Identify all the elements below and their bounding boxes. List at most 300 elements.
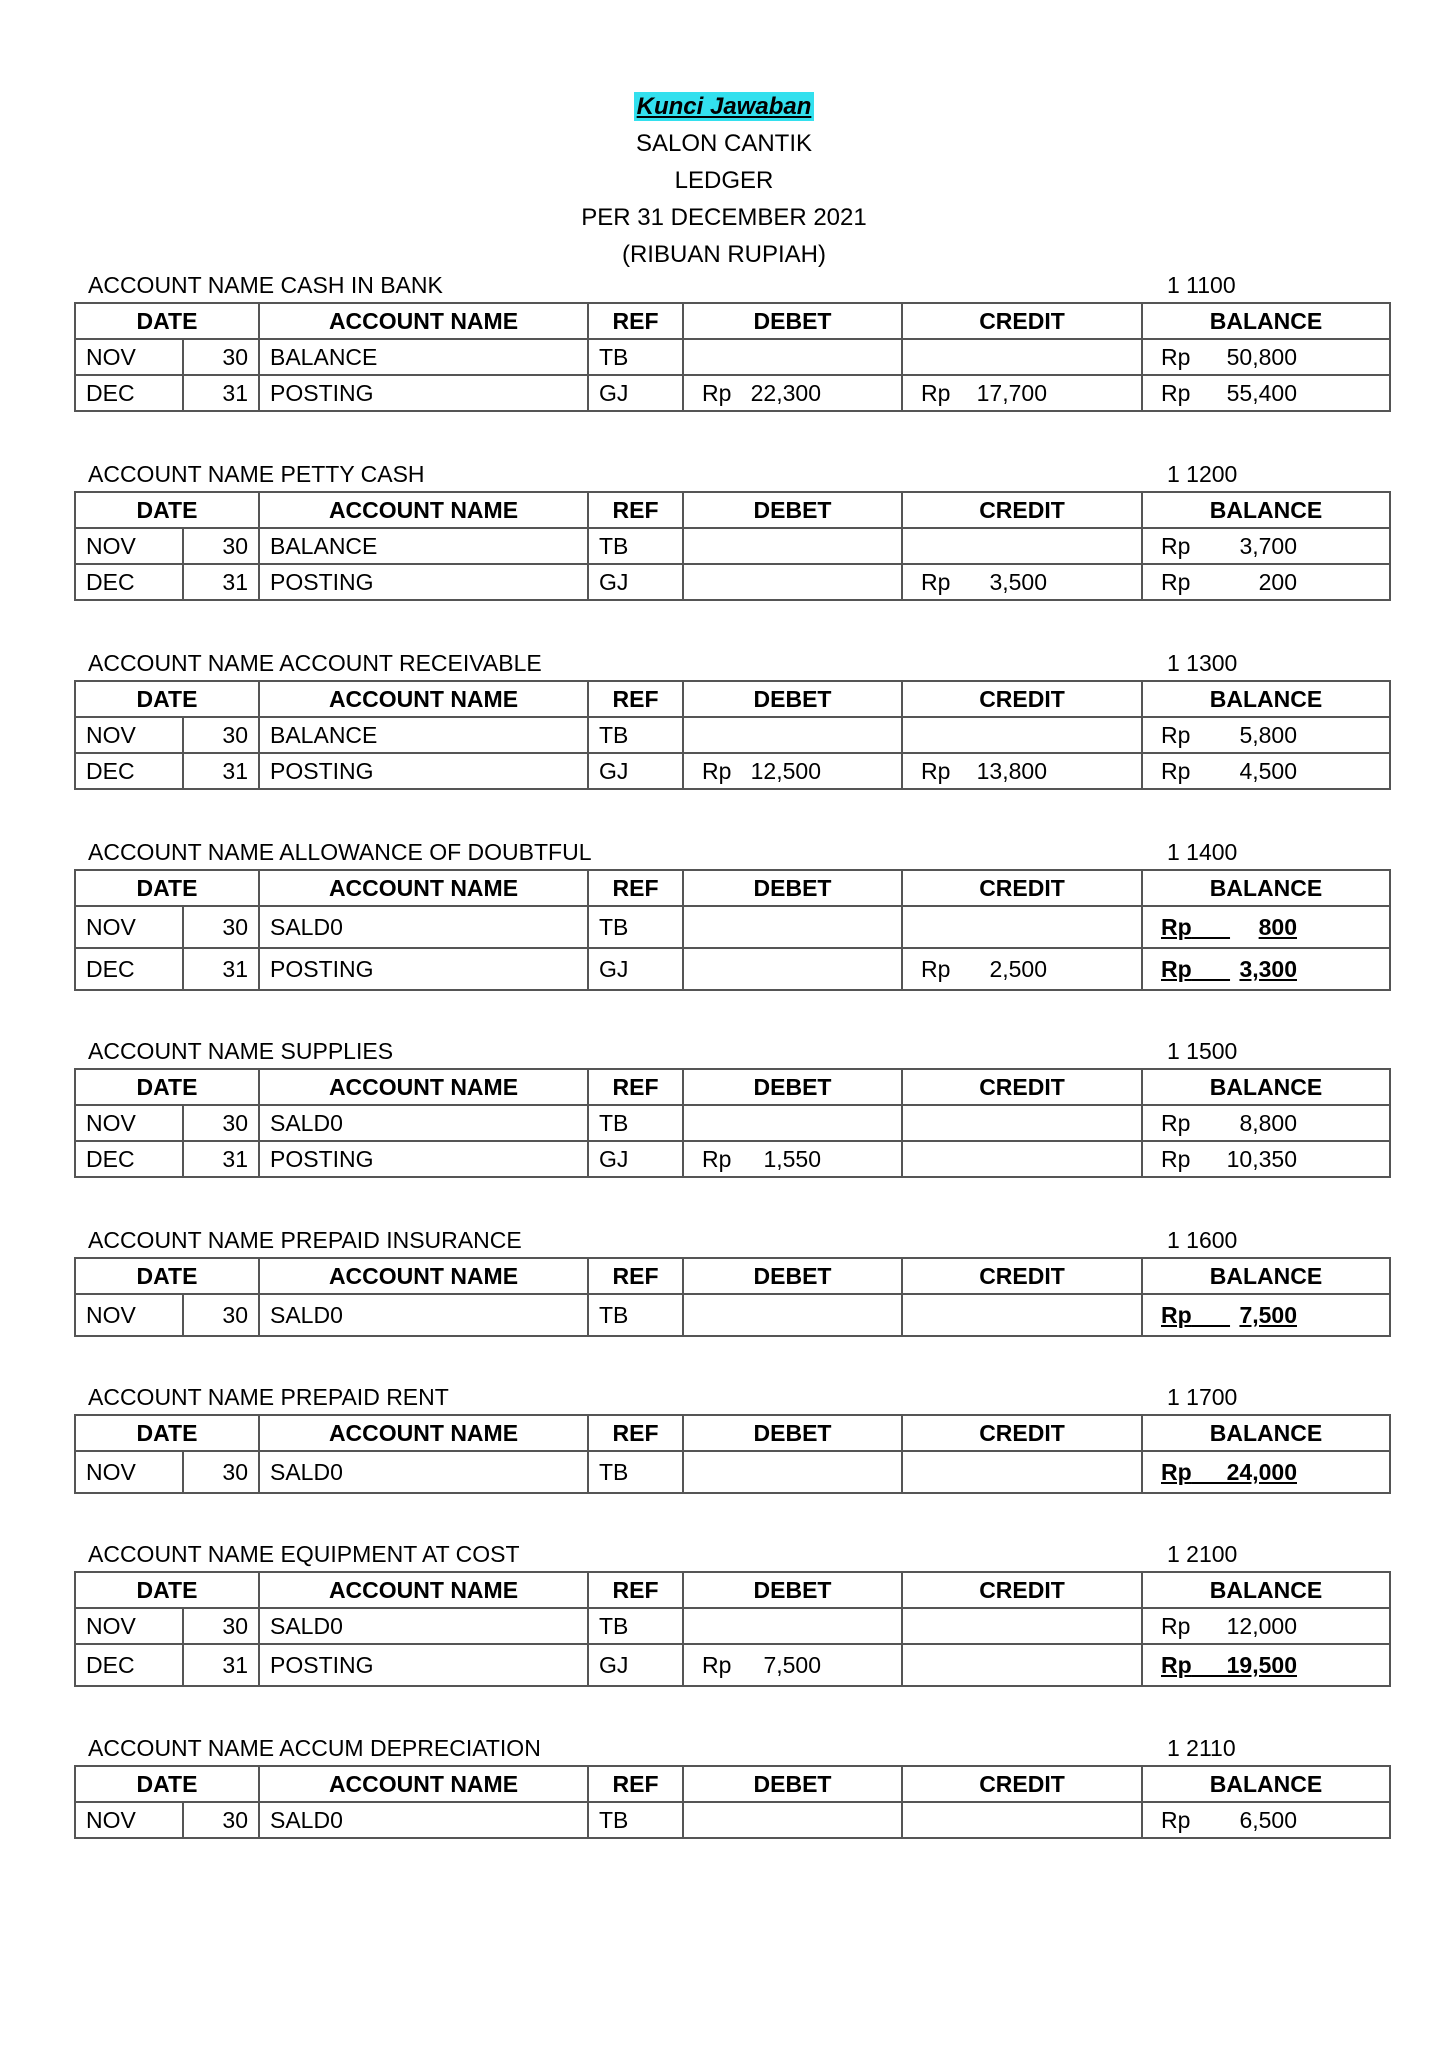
table-row (75, 1608, 1390, 1644)
entry-description: BALANCE (259, 717, 588, 753)
column-ref: REF (588, 1415, 683, 1451)
debet-cell (683, 1644, 902, 1686)
balance-value: 3,300 (1239, 956, 1297, 982)
balance-amount (1153, 1452, 1379, 1492)
column-balance: BALANCE (1142, 1766, 1390, 1802)
date-month: DEC (75, 753, 183, 789)
column-credit: CREDIT (902, 870, 1142, 906)
column-debet: DEBET (683, 681, 902, 717)
table-header-row (75, 1572, 1390, 1608)
balance-value: 24,000 (1226, 1459, 1297, 1485)
credit-amount (913, 949, 1131, 989)
ledger-table (74, 302, 1391, 412)
balance-value: 200 (1258, 569, 1297, 595)
column-date: DATE (75, 303, 259, 339)
column-debet: DEBET (683, 492, 902, 528)
column-debet: DEBET (683, 1069, 902, 1105)
currency-symbol: Rp (1161, 1302, 1192, 1328)
report-period: PER 31 DECEMBER 2021 (581, 204, 867, 231)
table-row (75, 753, 1390, 789)
debet-cell (683, 753, 902, 789)
account-header (74, 1380, 1389, 1414)
column-credit: CREDIT (902, 1572, 1142, 1608)
column-balance: BALANCE (1142, 870, 1390, 906)
column-debet: DEBET (683, 870, 902, 906)
entry-ref: TB (588, 1294, 683, 1336)
column-date: DATE (75, 681, 259, 717)
balance-amount (1153, 1295, 1379, 1335)
debet-cell (683, 375, 902, 411)
entry-ref: GJ (588, 948, 683, 990)
entry-description: SALD0 (259, 1105, 588, 1141)
entry-description: SALD0 (259, 1802, 588, 1838)
account-code: 1 2100 (1167, 1541, 1238, 1567)
currency-symbol: Rp (1161, 1613, 1191, 1639)
currency-symbol: Rp (1161, 1807, 1191, 1833)
table-row (75, 528, 1390, 564)
credit-value: 17,700 (976, 380, 1047, 406)
credit-cell (902, 1608, 1142, 1644)
balance-value: 4,500 (1239, 758, 1297, 784)
account-title: ACCOUNT NAME ACCOUNT RECEIVABLE (88, 650, 542, 676)
balance-value: 5,800 (1239, 722, 1297, 748)
balance-cell (1142, 1644, 1390, 1686)
document-header (0, 88, 1448, 273)
balance-amount (1153, 907, 1379, 947)
credit-cell (902, 1294, 1142, 1336)
debet-value: 7,500 (763, 1652, 821, 1678)
date-month: NOV (75, 339, 183, 375)
currency-symbol: Rp (1161, 722, 1191, 748)
column-credit: CREDIT (902, 1766, 1142, 1802)
date-day: 30 (183, 717, 259, 753)
column-credit: CREDIT (902, 303, 1142, 339)
table-row (75, 1141, 1390, 1177)
date-day: 31 (183, 1644, 259, 1686)
balance-value: 19,500 (1226, 1652, 1297, 1678)
table-row (75, 564, 1390, 600)
report-unit: (RIBUAN RUPIAH) (621, 241, 826, 268)
balance-value: 12,000 (1226, 1613, 1297, 1639)
date-month: DEC (75, 564, 183, 600)
column-balance: BALANCE (1142, 1069, 1390, 1105)
currency-symbol: Rp (921, 569, 951, 595)
debet-amount (694, 376, 891, 410)
balance-value: 800 (1258, 914, 1297, 940)
credit-cell (902, 906, 1142, 948)
table-row (75, 1105, 1390, 1141)
entry-ref: TB (588, 1608, 683, 1644)
account-title: ACCOUNT NAME ACCUM DEPRECIATION (88, 1735, 541, 1761)
ledger-account (74, 646, 1389, 790)
date-month: NOV (75, 906, 183, 948)
column-ref: REF (588, 1258, 683, 1294)
debet-cell (683, 564, 902, 600)
balance-amount (1153, 718, 1379, 752)
entry-ref: GJ (588, 1141, 683, 1177)
balance-amount (1153, 949, 1379, 989)
column-debet: DEBET (683, 1258, 902, 1294)
column-date: DATE (75, 1258, 259, 1294)
debet-cell (683, 1294, 902, 1336)
account-header (74, 835, 1389, 869)
table-header-row (75, 1415, 1390, 1451)
entry-description: BALANCE (259, 339, 588, 375)
currency-symbol: Rp (702, 758, 732, 784)
ledger-account (74, 1731, 1389, 1839)
table-row (75, 1644, 1390, 1686)
column-date: DATE (75, 870, 259, 906)
debet-value: 12,500 (750, 758, 821, 784)
entry-ref: TB (588, 1451, 683, 1493)
currency-symbol: Rp (1161, 1146, 1191, 1172)
entry-ref: GJ (588, 375, 683, 411)
entry-description: SALD0 (259, 1451, 588, 1493)
table-row (75, 906, 1390, 948)
currency-symbol: Rp (702, 1146, 732, 1172)
balance-amount (1153, 529, 1379, 563)
company-name: SALON CANTIK (635, 130, 813, 157)
debet-value: 22,300 (750, 380, 821, 406)
table-row (75, 339, 1390, 375)
balance-cell (1142, 906, 1390, 948)
balance-cell (1142, 1294, 1390, 1336)
date-day: 31 (183, 753, 259, 789)
entry-description: SALD0 (259, 1608, 588, 1644)
entry-description: SALD0 (259, 1294, 588, 1336)
balance-value: 8,800 (1239, 1110, 1297, 1136)
balance-cell (1142, 528, 1390, 564)
debet-amount (694, 1142, 891, 1176)
currency-symbol: Rp (921, 758, 951, 784)
currency-symbol: Rp (702, 380, 732, 406)
account-code: 1 1100 (1167, 272, 1236, 298)
credit-cell (902, 375, 1142, 411)
column-date: DATE (75, 492, 259, 528)
table-row (75, 375, 1390, 411)
credit-cell (902, 948, 1142, 990)
account-title: ACCOUNT NAME CASH IN BANK (88, 272, 443, 298)
currency-symbol: Rp (1161, 956, 1192, 982)
debet-cell (683, 1105, 902, 1141)
credit-amount (913, 565, 1131, 599)
balance-cell (1142, 1105, 1390, 1141)
account-code: 1 1200 (1167, 461, 1238, 487)
entry-ref: TB (588, 717, 683, 753)
currency-symbol: Rp (1161, 569, 1191, 595)
account-header (74, 1731, 1389, 1765)
credit-cell (902, 339, 1142, 375)
balance-cell (1142, 564, 1390, 600)
column-ref: REF (588, 681, 683, 717)
balance-value: 10,350 (1226, 1146, 1297, 1172)
entry-ref: TB (588, 1802, 683, 1838)
account-header (74, 646, 1389, 680)
currency-symbol: Rp (702, 1652, 732, 1678)
column-debet: DEBET (683, 1415, 902, 1451)
ledger-table (74, 1257, 1391, 1337)
ledger-account (74, 1223, 1389, 1337)
currency-symbol: Rp (1161, 1652, 1192, 1678)
date-day: 31 (183, 1141, 259, 1177)
credit-cell (902, 717, 1142, 753)
balance-amount (1153, 340, 1379, 374)
account-code: 1 1400 (1167, 839, 1238, 865)
ledger-table (74, 680, 1391, 790)
column-debet: DEBET (683, 1766, 902, 1802)
credit-cell (902, 1105, 1142, 1141)
ledger-table (74, 869, 1391, 991)
date-day: 30 (183, 1608, 259, 1644)
credit-cell (902, 1141, 1142, 1177)
credit-cell (902, 564, 1142, 600)
debet-cell (683, 948, 902, 990)
balance-value: 50,800 (1226, 344, 1297, 370)
debet-cell (683, 528, 902, 564)
column-balance: BALANCE (1142, 492, 1390, 528)
currency-symbol: Rp (1161, 758, 1191, 784)
date-month: DEC (75, 1141, 183, 1177)
column-account-name: ACCOUNT NAME (259, 1415, 588, 1451)
debet-amount (694, 754, 891, 788)
column-date: DATE (75, 1415, 259, 1451)
currency-symbol: Rp (1161, 1459, 1192, 1485)
column-ref: REF (588, 1572, 683, 1608)
entry-ref: GJ (588, 564, 683, 600)
column-credit: CREDIT (902, 492, 1142, 528)
table-row (75, 1451, 1390, 1493)
table-header-row (75, 870, 1390, 906)
debet-cell (683, 1141, 902, 1177)
ledger-table (74, 1068, 1391, 1178)
date-month: NOV (75, 1802, 183, 1838)
date-day: 30 (183, 1294, 259, 1336)
account-title: ACCOUNT NAME PETTY CASH (88, 461, 425, 487)
debet-value: 1,550 (763, 1146, 821, 1172)
column-debet: DEBET (683, 303, 902, 339)
credit-cell (902, 1644, 1142, 1686)
date-month: NOV (75, 717, 183, 753)
date-day: 30 (183, 339, 259, 375)
ledger-account (74, 835, 1389, 991)
ledger-account (74, 1537, 1389, 1687)
column-account-name: ACCOUNT NAME (259, 1572, 588, 1608)
debet-amount (694, 1645, 891, 1685)
column-account-name: ACCOUNT NAME (259, 303, 588, 339)
ledger-table (74, 491, 1391, 601)
entry-ref: TB (588, 1105, 683, 1141)
account-header (74, 1537, 1389, 1571)
column-credit: CREDIT (902, 681, 1142, 717)
date-day: 30 (183, 1451, 259, 1493)
credit-cell (902, 1451, 1142, 1493)
account-code: 1 1600 (1167, 1227, 1238, 1253)
date-day: 31 (183, 375, 259, 411)
account-title: ACCOUNT NAME PREPAID INSURANCE (88, 1227, 522, 1253)
debet-cell (683, 1451, 902, 1493)
balance-value: 7,500 (1239, 1302, 1297, 1328)
column-ref: REF (588, 1766, 683, 1802)
ledger-table (74, 1765, 1391, 1839)
ledger-account (74, 268, 1389, 412)
column-credit: CREDIT (902, 1069, 1142, 1105)
debet-cell (683, 1608, 902, 1644)
date-month: NOV (75, 528, 183, 564)
column-account-name: ACCOUNT NAME (259, 1258, 588, 1294)
account-header (74, 268, 1389, 302)
ledger-table (74, 1414, 1391, 1494)
debet-cell (683, 717, 902, 753)
currency-symbol: Rp (1161, 380, 1191, 406)
balance-cell (1142, 1608, 1390, 1644)
balance-cell (1142, 1451, 1390, 1493)
report-title: LEDGER (674, 167, 774, 194)
debet-cell (683, 906, 902, 948)
date-day: 30 (183, 1105, 259, 1141)
entry-description: POSTING (259, 948, 588, 990)
column-credit: CREDIT (902, 1258, 1142, 1294)
balance-amount (1153, 1142, 1379, 1176)
entry-ref: TB (588, 906, 683, 948)
column-balance: BALANCE (1142, 303, 1390, 339)
account-title: ACCOUNT NAME PREPAID RENT (88, 1384, 449, 1410)
balance-cell (1142, 717, 1390, 753)
table-header-row (75, 1258, 1390, 1294)
column-debet: DEBET (683, 1572, 902, 1608)
balance-cell (1142, 948, 1390, 990)
column-ref: REF (588, 1069, 683, 1105)
balance-amount (1153, 1609, 1379, 1643)
account-code: 1 1500 (1167, 1038, 1238, 1064)
date-day: 31 (183, 564, 259, 600)
entry-description: POSTING (259, 1644, 588, 1686)
ledger-table (74, 1571, 1391, 1687)
balance-value: 6,500 (1239, 1807, 1297, 1833)
entry-description: POSTING (259, 1141, 588, 1177)
column-date: DATE (75, 1572, 259, 1608)
currency-symbol: Rp (1161, 344, 1191, 370)
account-code: 1 1300 (1167, 650, 1238, 676)
date-month: NOV (75, 1451, 183, 1493)
currency-symbol: Rp (921, 380, 951, 406)
column-account-name: ACCOUNT NAME (259, 492, 588, 528)
table-header-row (75, 1069, 1390, 1105)
credit-amount (913, 376, 1131, 410)
debet-cell (683, 1802, 902, 1838)
date-month: NOV (75, 1294, 183, 1336)
account-title: ACCOUNT NAME EQUIPMENT AT COST (88, 1541, 520, 1567)
date-month: NOV (75, 1105, 183, 1141)
table-header-row (75, 303, 1390, 339)
balance-value: 3,700 (1239, 533, 1297, 559)
credit-value: 13,800 (976, 758, 1047, 784)
table-row (75, 1294, 1390, 1336)
entry-ref: TB (588, 528, 683, 564)
credit-amount (913, 754, 1131, 788)
entry-ref: TB (588, 339, 683, 375)
column-account-name: ACCOUNT NAME (259, 1766, 588, 1802)
credit-cell (902, 753, 1142, 789)
column-ref: REF (588, 492, 683, 528)
table-row (75, 948, 1390, 990)
account-code: 1 2110 (1167, 1735, 1236, 1761)
column-balance: BALANCE (1142, 1572, 1390, 1608)
column-ref: REF (588, 870, 683, 906)
balance-amount (1153, 376, 1379, 410)
account-header (74, 457, 1389, 491)
balance-amount (1153, 1645, 1379, 1685)
credit-value: 3,500 (989, 569, 1047, 595)
balance-cell (1142, 1802, 1390, 1838)
column-account-name: ACCOUNT NAME (259, 681, 588, 717)
column-date: DATE (75, 1766, 259, 1802)
entry-description: POSTING (259, 753, 588, 789)
currency-symbol: Rp (1161, 1110, 1191, 1136)
debet-cell (683, 339, 902, 375)
balance-cell (1142, 339, 1390, 375)
account-header (74, 1034, 1389, 1068)
entry-description: POSTING (259, 564, 588, 600)
entry-ref: GJ (588, 753, 683, 789)
table-header-row (75, 681, 1390, 717)
date-day: 31 (183, 948, 259, 990)
balance-cell (1142, 1141, 1390, 1177)
column-account-name: ACCOUNT NAME (259, 870, 588, 906)
account-title: ACCOUNT NAME ALLOWANCE OF DOUBTFUL (88, 839, 592, 865)
currency-symbol: Rp (1161, 533, 1191, 559)
entry-description: POSTING (259, 375, 588, 411)
balance-cell (1142, 753, 1390, 789)
balance-amount (1153, 1803, 1379, 1837)
table-header-row (75, 492, 1390, 528)
ledger-account (74, 1034, 1389, 1178)
balance-value: 55,400 (1226, 380, 1297, 406)
entry-description: SALD0 (259, 906, 588, 948)
column-account-name: ACCOUNT NAME (259, 1069, 588, 1105)
balance-cell (1142, 375, 1390, 411)
account-code: 1 1700 (1167, 1384, 1238, 1410)
date-day: 30 (183, 528, 259, 564)
balance-amount (1153, 754, 1379, 788)
ledger-account (74, 1380, 1389, 1494)
date-month: DEC (75, 375, 183, 411)
ledger-account (74, 457, 1389, 601)
column-date: DATE (75, 1069, 259, 1105)
answer-key-label: Kunci Jawaban (634, 92, 815, 121)
column-balance: BALANCE (1142, 1258, 1390, 1294)
balance-amount (1153, 1106, 1379, 1140)
column-balance: BALANCE (1142, 681, 1390, 717)
credit-value: 2,500 (989, 956, 1047, 982)
currency-symbol: Rp (1161, 914, 1192, 940)
currency-symbol: Rp (921, 956, 951, 982)
date-month: DEC (75, 948, 183, 990)
entry-description: BALANCE (259, 528, 588, 564)
balance-amount (1153, 565, 1379, 599)
account-title: ACCOUNT NAME SUPPLIES (88, 1038, 394, 1064)
date-day: 30 (183, 906, 259, 948)
date-month: DEC (75, 1644, 183, 1686)
credit-cell (902, 528, 1142, 564)
date-day: 30 (183, 1802, 259, 1838)
date-month: NOV (75, 1608, 183, 1644)
column-balance: BALANCE (1142, 1415, 1390, 1451)
table-row (75, 717, 1390, 753)
account-header (74, 1223, 1389, 1257)
column-credit: CREDIT (902, 1415, 1142, 1451)
table-row (75, 1802, 1390, 1838)
credit-cell (902, 1802, 1142, 1838)
